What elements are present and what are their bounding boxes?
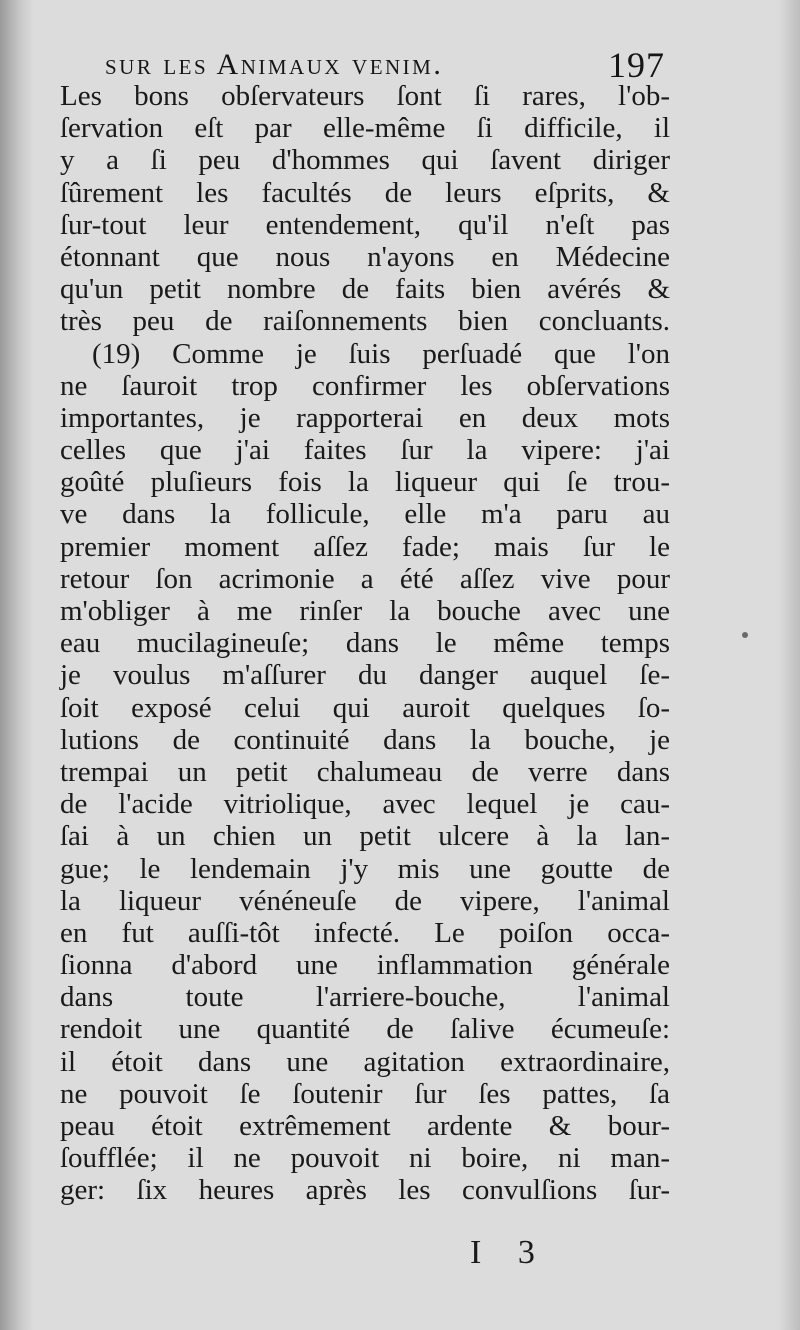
text-line: ſoit exposé celui qui auroit quelques ſo- xyxy=(60,691,670,724)
text-line: ſoufflée; il ne pouvoit ni boire, ni man- xyxy=(60,1142,670,1175)
text-line: eau mucilagineuſe; dans le même temps xyxy=(60,627,670,660)
text-line: qu'un petit nombre de faits bien avérés & xyxy=(60,273,670,306)
text-line: je voulus m'aſſurer du danger auquel ſe- xyxy=(60,659,670,692)
text-line: y a ſi peu d'hommes qui ſavent diriger xyxy=(60,144,670,177)
text-line: ſai à un chien un petit ulcere à la lan- xyxy=(60,820,670,853)
text-line: ve dans la follicule, elle m'a paru au xyxy=(60,498,670,531)
text-line: ſûrement les facultés de leurs eſprits, & xyxy=(60,176,670,209)
page-edge-shadow xyxy=(778,0,800,1330)
text-line: ne ſauroit trop confirmer les obſervations xyxy=(60,369,670,402)
text-line: en fut auſſi-tôt infecté. Le poiſon occa- xyxy=(60,916,670,949)
body-text xyxy=(60,80,670,1207)
running-head: sur les Animaux venim. xyxy=(105,48,444,81)
text-line: ſur-tout leur entendement, qu'il n'eſt pas xyxy=(60,208,670,241)
text-line: retour ſon acrimonie a été aſſez vive pour xyxy=(60,562,670,595)
text-line: m'obliger à me rinſer la bouche avec une xyxy=(60,595,670,627)
text-line: ſervation eſt par elle-même ſi difficile, il xyxy=(60,112,670,145)
text-line: de l'acide vitriolique, avec lequel je cau- xyxy=(60,788,670,821)
text-line: premier moment aſſez fade; mais ſur le xyxy=(60,530,670,563)
text-line: il étoit dans une agitation extraordinaire, xyxy=(60,1045,670,1078)
ink-speck xyxy=(742,632,748,638)
signature-mark: I 3 xyxy=(470,1234,549,1271)
text-line: ger: ſix heures après les convulſions ſur- xyxy=(60,1174,670,1207)
text-line: peau étoit extrêmement ardente & bour- xyxy=(60,1110,670,1142)
text-line: étonnant que nous n'ayons en Médecine xyxy=(60,240,670,273)
paragraph-start-line: (19) Comme je ſuis perſuadé que l'on xyxy=(92,337,670,370)
page-number: 197 xyxy=(608,45,665,85)
text-line: Les bons obſervateurs ſont ſi rares, l'ob- xyxy=(60,80,670,112)
text-line: lutions de continuité dans la bouche, je xyxy=(60,723,670,756)
text-line: très peu de raiſonnements bien concluants. xyxy=(60,305,670,338)
text-line: dans toute l'arriere-bouche, l'animal xyxy=(60,981,670,1014)
text-line: goûté pluſieurs fois la liqueur qui ſe trou- xyxy=(60,466,670,499)
text-line: la liqueur vénéneuſe de vipere, l'animal xyxy=(60,884,670,917)
text-line: importantes, je rapporterai en deux mots xyxy=(60,401,670,434)
text-line: ſionna d'abord une inflammation générale xyxy=(60,949,670,982)
gutter-shadow xyxy=(0,0,34,1330)
text-line: gue; le lendemain j'y mis une goutte de xyxy=(60,852,670,885)
text-line: rendoit une quantité de ſalive écumeuſe: xyxy=(60,1013,670,1046)
text-line: trempai un petit chalumeau de verre dans xyxy=(60,755,670,788)
text-line: celles que j'ai faites ſur la vipere: j'ai xyxy=(60,434,670,467)
text-line: ne pouvoit ſe ſoutenir ſur ſes pattes, ſa xyxy=(60,1077,670,1110)
